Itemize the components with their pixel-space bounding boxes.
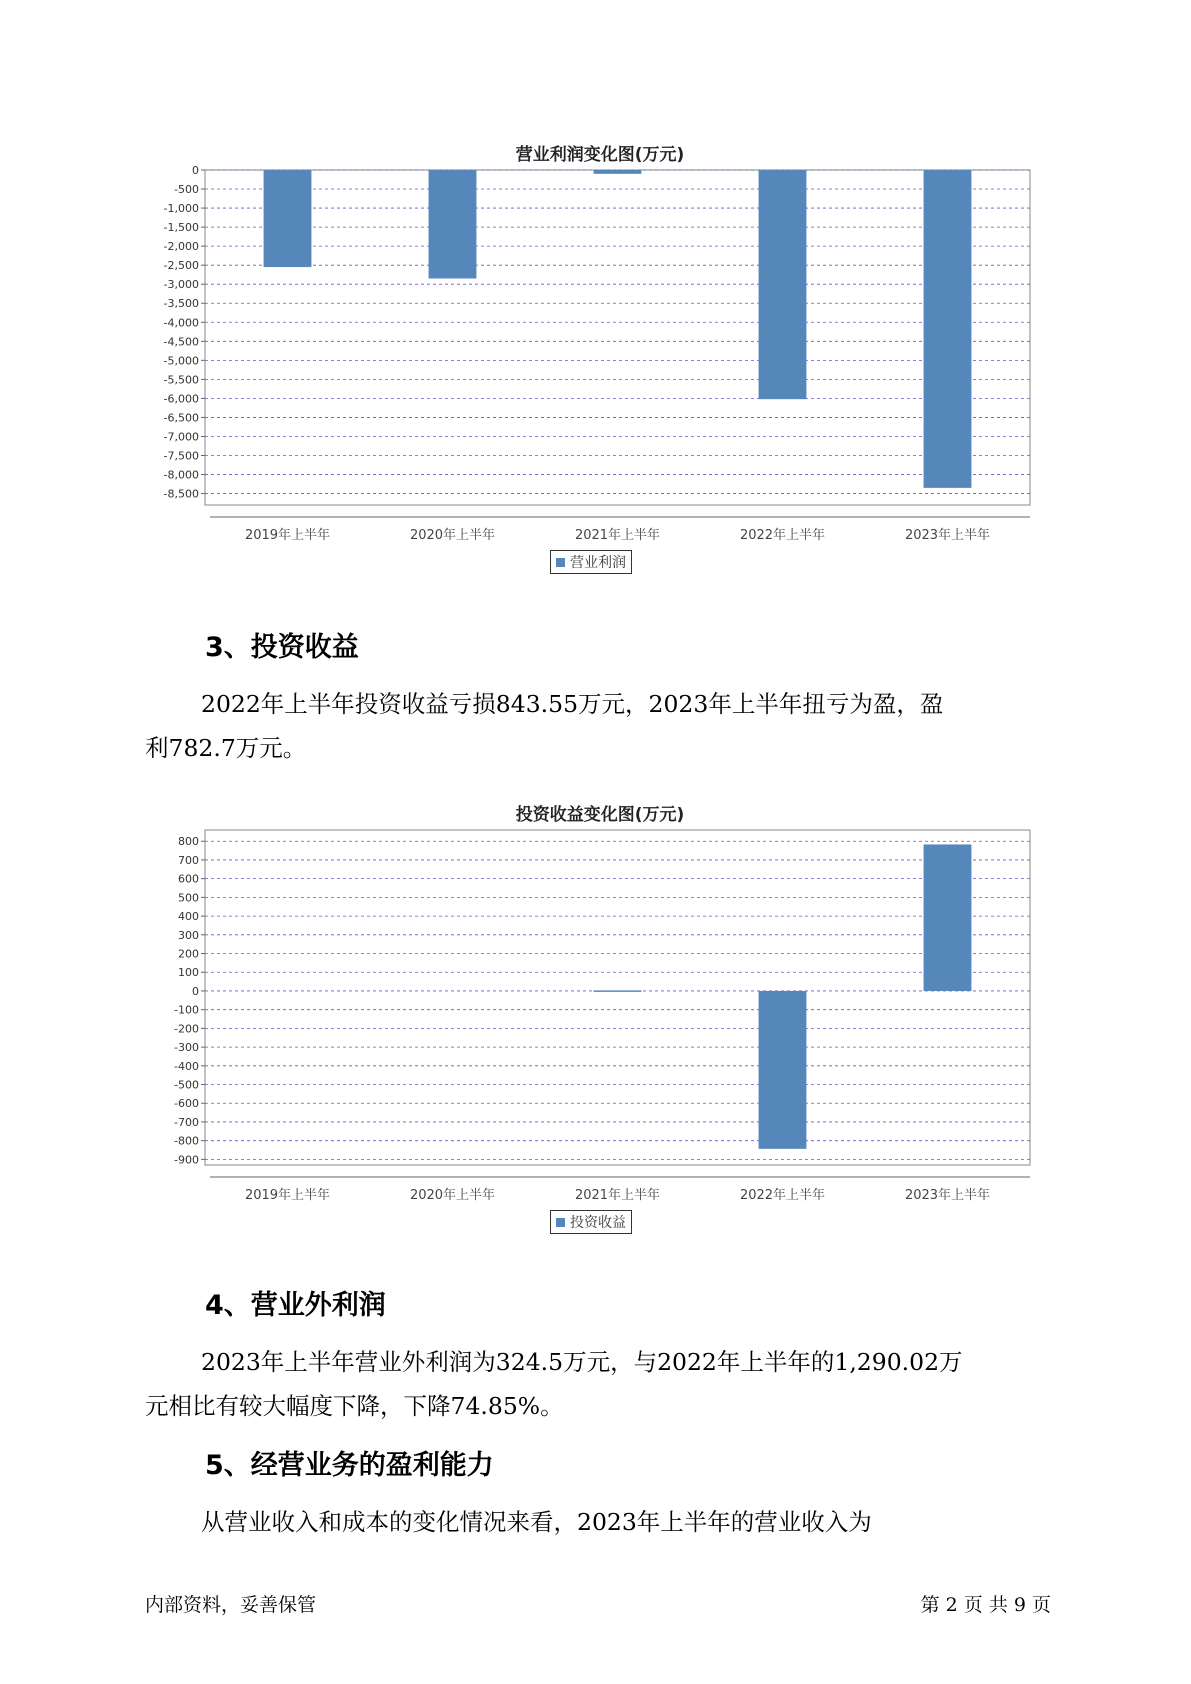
y-tick-label: 100: [178, 966, 199, 980]
paragraph-line: 2023年上半年营业外利润为324.5万元，与2022年上半年的1,290.02万: [201, 1348, 963, 1376]
bar: [924, 844, 972, 990]
y-tick-label: -3,500: [163, 297, 199, 311]
bar: [429, 170, 477, 278]
y-tick-label: -600: [174, 1097, 199, 1111]
paragraph-non-operating-profit: [145, 1340, 1045, 1428]
legend-swatch: [556, 1218, 565, 1227]
section-heading-investment-income: 3、投资收益: [205, 632, 359, 663]
x-tick-label: 2019年上半年: [244, 1188, 331, 1203]
x-tick-label: 2023年上半年: [904, 1188, 991, 1203]
y-tick-label: -4,500: [163, 335, 199, 349]
legend-label: 营业利润: [570, 555, 626, 571]
chart-plot: [160, 165, 1040, 585]
bar: [594, 170, 642, 174]
paragraph-line: 利782.7万元。: [145, 734, 307, 762]
y-tick-label: -700: [174, 1115, 199, 1129]
y-tick-label: -900: [174, 1153, 199, 1167]
y-tick-label: 0: [192, 165, 199, 177]
y-tick-label: -6,000: [163, 392, 199, 406]
y-tick-label: 200: [178, 947, 199, 961]
y-tick-label: -8,500: [163, 487, 199, 501]
paragraph-line: 元相比有较大幅度下降，下降74.85%。: [145, 1392, 564, 1420]
y-tick-label: -5,000: [163, 354, 199, 368]
footer-page-number: 第 2 页 共 9 页: [920, 1594, 1051, 1616]
paragraph-line: 2022年上半年投资收益亏损843.55万元，2023年上半年扭亏为盈，盈: [201, 690, 944, 718]
chart-title: 投资收益变化图(万元): [515, 805, 685, 825]
legend-swatch: [556, 558, 565, 567]
y-tick-label: -7,500: [163, 449, 199, 463]
x-tick-label: 2019年上半年: [244, 528, 331, 543]
x-tick-label: 2020年上半年: [409, 1188, 496, 1203]
bar: [264, 170, 312, 267]
y-tick-label: -1,500: [163, 221, 199, 235]
y-tick-label: 0: [192, 984, 199, 998]
y-tick-label: -8,000: [163, 468, 199, 482]
section-heading-profitability: 5、经营业务的盈利能力: [205, 1450, 494, 1481]
bar: [759, 991, 807, 1149]
x-tick-label: 2022年上半年: [739, 1188, 826, 1203]
y-tick-label: -800: [174, 1134, 199, 1148]
x-tick-label: 2022年上半年: [739, 528, 826, 543]
y-tick-label: 500: [178, 891, 199, 905]
y-tick-label: -300: [174, 1041, 199, 1055]
y-tick-label: -6,500: [163, 411, 199, 425]
paragraph-investment-income: [145, 682, 1045, 770]
chart-title: 营业利润变化图(万元): [515, 145, 685, 165]
investment-income-chart: [160, 795, 1040, 1245]
y-tick-label: -2,500: [163, 259, 199, 273]
bar: [924, 170, 972, 488]
y-tick-label: -5,500: [163, 373, 199, 387]
footer-left: 内部资料，妥善保管: [145, 1594, 317, 1616]
y-tick-label: -500: [174, 183, 199, 197]
y-tick-label: 300: [178, 928, 199, 942]
bar: [759, 170, 807, 399]
x-tick-label: 2021年上半年: [574, 528, 661, 543]
x-tick-label: 2020年上半年: [409, 528, 496, 543]
paragraph-profitability: [145, 1500, 1045, 1544]
y-tick-label: -1,000: [163, 202, 199, 216]
y-tick-label: -4,000: [163, 316, 199, 330]
plot-frame: [205, 830, 1030, 1165]
y-tick-label: -3,000: [163, 278, 199, 292]
y-tick-label: -500: [174, 1078, 199, 1092]
x-tick-label: 2021年上半年: [574, 1188, 661, 1203]
plot-frame: [205, 170, 1030, 505]
y-tick-label: -400: [174, 1059, 199, 1073]
y-tick-label: 700: [178, 853, 199, 867]
bar: [594, 990, 642, 992]
legend-label: 投资收益: [570, 1215, 626, 1231]
y-tick-label: 400: [178, 910, 199, 924]
chart-legend: [550, 550, 632, 574]
section-heading-non-operating-profit: 4、营业外利润: [205, 1290, 386, 1321]
y-tick-label: -100: [174, 1003, 199, 1017]
paragraph-line: 从营业收入和成本的变化情况来看，2023年上半年的营业收入为: [201, 1508, 872, 1536]
y-tick-label: -200: [174, 1022, 199, 1036]
x-tick-label: 2023年上半年: [904, 528, 991, 543]
y-tick-label: 800: [178, 835, 199, 849]
chart-plot: [160, 825, 1040, 1245]
operating-profit-chart: [160, 135, 1040, 585]
chart-legend: [550, 1210, 632, 1234]
y-tick-label: -7,000: [163, 430, 199, 444]
y-tick-label: -2,000: [163, 240, 199, 254]
y-tick-label: 600: [178, 872, 199, 886]
